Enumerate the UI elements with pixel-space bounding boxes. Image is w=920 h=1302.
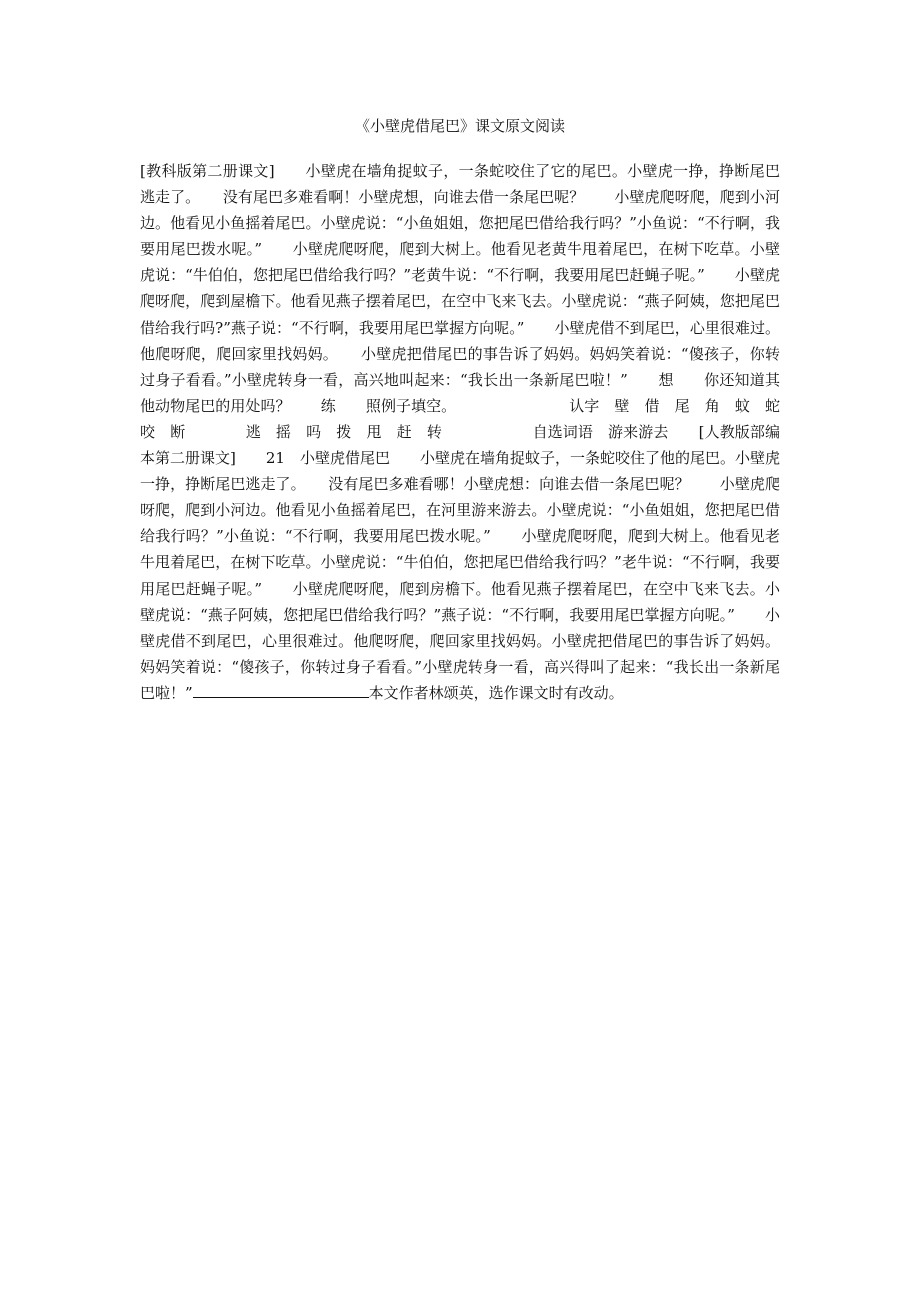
document-title: 《小壁虎借尾巴》课文原文阅读 xyxy=(354,117,565,135)
fill-in-blank xyxy=(193,681,369,698)
body-text: [教科版第二册课文] 小壁虎在墙角捉蚊子，一条蛇咬住了它的尾巴。小壁虎一挣，挣断尾巴逃走了。 没有尾巴多难看啊！小壁虎想，向谁去借一条尾巴呢？ 小壁虎爬呀爬，爬到小河边。他看见小鱼摇着尾巴。小壁虎说：“小鱼姐姐，您把尾巴借给我行吗？”小鱼说：“不行啊，我要用尾巴拨水呢。” 小壁虎爬呀爬，爬到大树上。他看见老黄牛甩着尾巴，在树下吃草。小壁虎说：“牛伯伯，您把尾巴借给我行吗？”老黄牛说：“不行啊，我要用尾巴赶蝇子呢。” 小壁虎爬呀爬，爬到屋檐下。他看见燕子摆着尾巴，在空中飞来飞去。小壁虎说：“燕子阿姨，您把尾巴借给我行吗?”燕子说：“不行啊，我要用尾巴掌握方向呢。” 小壁虎借不到尾巴，心里很难过。他爬呀爬，爬回家里找妈妈。 小壁虎把借尾巴的事告诉了妈妈。妈妈笑着说：“傻孩子，你转过身子看看。”小壁虎转身一看，高兴地叫起来：“我长出一条新尾巴啦！” 想 你还知道其他动物尾巴的用处吗？ 练 照例子填空。 认字 壁 借 尾 角 蚊 蛇 咬 断 逃 摇 吗 拨 甩 赶 转 自选词语 游来游去 [人教版部编本第二册课文] 21 小壁虎借尾巴 小壁虎在墙角捉蚊子，一条蛇咬住了他的尾巴。小壁虎一挣，挣断尾巴逃走了。 没有尾巴多难看哪！小壁虎想：向谁去借一条尾巴呢？ 小壁虎爬呀爬，爬到小河边。他看见小鱼摇着尾巴，在河里游来游去。小壁虎说：“小鱼姐姐，您把尾巴借给我行吗？”小鱼说：“不行啊，我要用尾巴拨水呢。” 小壁虎爬呀爬，爬到大树上。他看见老牛甩着尾巴，在树下吃草。小壁虎说：“牛伯伯，您把尾巴借给我行吗？”老牛说：“不行啊，我要用尾巴赶蝇子呢。” 小壁虎爬呀爬，爬到房檐下。他看见燕子摆着尾巴，在空中飞来飞去。小壁虎说：“燕子阿姨，您把尾巴借给我行吗？”燕子说：“不行啊，我要用尾巴掌握方向呢。” 小壁虎借不到尾巴，心里很难过。他爬呀爬，爬回家里找妈妈。小壁虎把借尾巴的事告诉了妈妈。妈妈笑着说：“傻孩子，你转过身子看看。”小壁虎转身一看，高兴得叫了起来：“我长出一条新尾巴啦！” xyxy=(140,162,796,702)
author-note: 本文作者林颂英，选作课文时有改动。 xyxy=(368,683,624,702)
document-body xyxy=(140,158,796,706)
